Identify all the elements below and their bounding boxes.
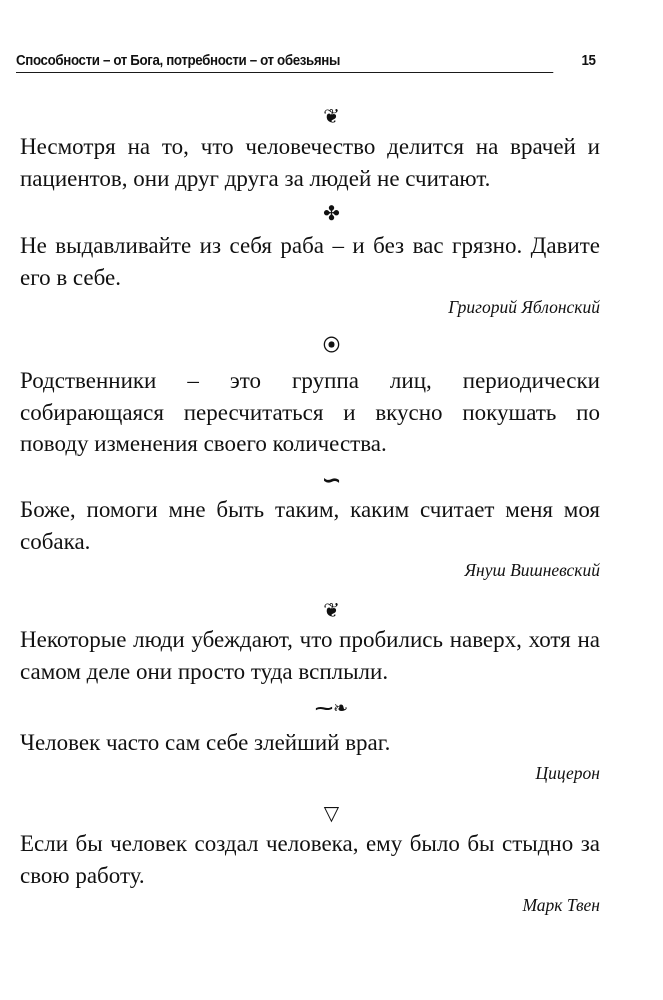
quote-6-author: Цицерон [535,763,600,783]
quote-1: Несмотря на то, что человечество делится на врачей и пациентов, они друг друга за людей не считают. [20,134,600,191]
quote-6: Человек часто сам себе злейший враг. [20,730,391,755]
quote-5: Некоторые люди убеждают, что пробились наверх, хотя на самом деле они просто туда всплыли. [20,627,600,684]
running-title: Способности – от Бога, потребности – от обезьяны [16,53,340,69]
fleuron-triangle-icon: ▽ [323,801,340,825]
quote-2-author: Григорий Яблонский [448,297,600,317]
fleuron-leaf-icon: ✤ [323,201,340,225]
fleuron-curl-icon: ❦ [323,598,340,622]
quote-7-author: Марк Твен [522,895,600,915]
fleuron-curl-icon: ❦ [323,104,340,128]
fleuron-spiral-icon: ⦿ [323,336,340,356]
quote-4-author: Януш Вишневский [464,560,600,580]
quote-2: Не выдавливайте из себя раба – и без вас грязно. Давите его в себе. [20,233,600,290]
quote-4: Боже, помоги мне быть таким, каким считает меня моя собака. [20,497,600,554]
quote-7: Если бы человек создал человека, ему было бы стыдно за свою работу. [20,831,600,888]
fleuron-wave-icon: ∽ [321,466,342,494]
fleuron-bar-icon: ⁓❧ [314,698,349,719]
running-head [16,50,596,73]
page-number: 15 [581,53,596,69]
quote-3: Родственники – это группа лиц, периодически собирающаяся пересчитаться и вкусно покушать по поводу изменения своего количества. [20,368,600,456]
